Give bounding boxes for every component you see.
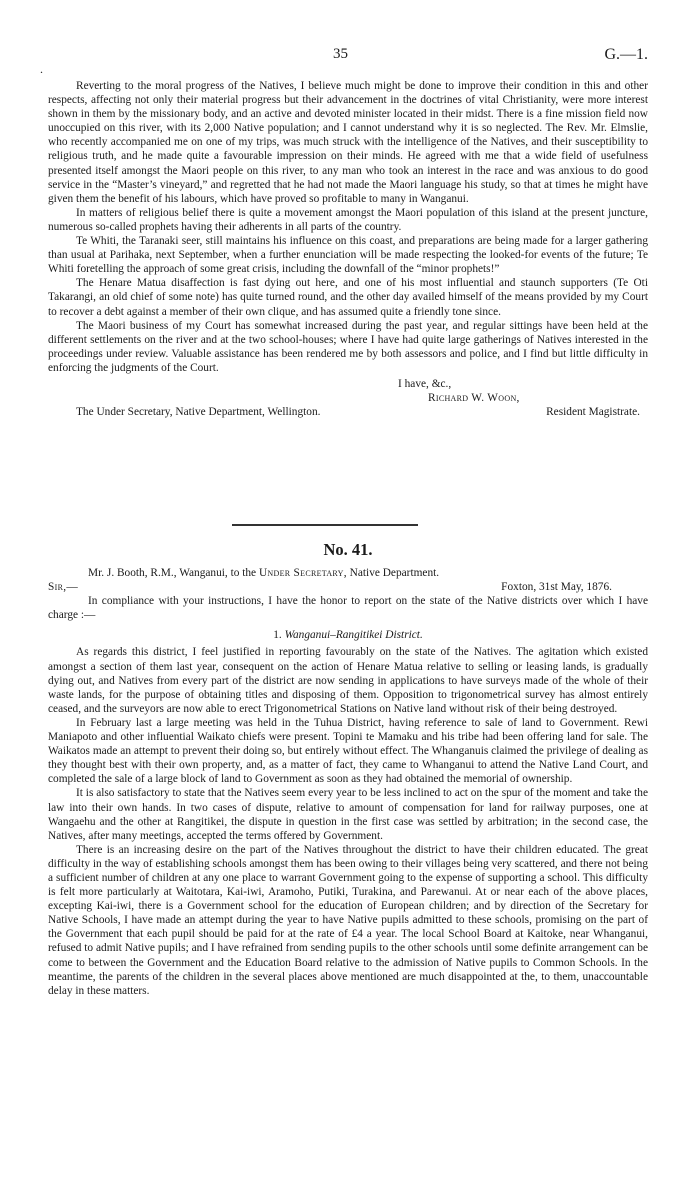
paragraph: In matters of religious belief there is quite a movement amongst the Maori population of this island at the present juncture, numerous so-called prophets having their adherents in all parts of the country. — [48, 206, 648, 233]
letter-booth — [48, 540, 648, 998]
letter-number-title: No. 41. — [323, 540, 373, 559]
place-date: Foxton, 31st May, 1876. — [501, 581, 612, 594]
paragraph: Te Whiti, the Taranaki seer, still maintains his influence on this coast, and preparations are being made for a larger gathering than usual at Parihaka, next September, when a further enunciation will be made respecting the looked-for events of the future; Te Whiti foretelling the approach of some great crisis, including the downfall of the “minor prophets!” — [48, 235, 648, 276]
salutation: Sir,— — [48, 581, 78, 594]
signature-title: Resident Magistrate. — [546, 406, 640, 419]
paragraph: The Henare Matua disaffection is fast dying out here, and one of his most influential and staunch supporters (Te Oti Takarangi, an old chief of some note) has quite turned round, and the other day availed himself of the means provided by my Court to recover a debt against a member of their own clique, and has assumed quite a friendly tone since. — [48, 277, 648, 318]
signature-row — [48, 405, 648, 419]
paragraph: It is also satisfactory to state that the Natives seem every year to be less inclined to act on the spur of the moment and take the law into their own hands. In two cases of dispute, relative to amount of compensation for land for railway purposes, one at Wangaehu and the other at Rangitikei, the dispute in question in the first case was settled by arbitration; in the second case, the Natives, after many meetings, accepted the terms offered by Government. — [48, 787, 648, 842]
page-mark: . — [40, 62, 43, 76]
paragraph: In February last a large meeting was held in the Tuhua District, having reference to sale of land to Government. Rewi Maniapoto and other influential Waikato chiefs were present. Topini te Mamaku and his tribe had been offering land for sale. The Waikatos made an attempt to prevent their doing so, but entirely without effect. The Whanganuis claimed the privilege of dealing as they thought best with their own property, and, as a matter of fact, they came to Whanganui to attend the Native Land Court, and completed the sale of a large block of land to Government as soon as they had obtained the memorial of ownership. — [48, 716, 648, 786]
document-reference: G.—1. — [604, 46, 648, 63]
intro-paragraph: In compliance with your instructions, I have the honor to report on the state of the Native districts over which I have charge :— — [48, 595, 648, 622]
section-number: 1. — [273, 629, 282, 642]
paragraph: Reverting to the moral progress of the Natives, I believe much might be done to improve their condition in this and other respects, affecting not only their material progress but their advancement in the doctrines of vital Christianity, were more interest shown in them by the missionary body, and an active and devoted minister located in their midst. There is a fine mission field now unoccupied on this river, with its 2,000 Native population; and I cannot understand why it is so neglected. The Rev. Mr. Elmslie, who recently accompanied me on one of my trips, was much struck with the intelligence of the Natives, and their susceptibility to religious truth, and he made quite a favourable impression on their minds. He agreed with me that a wide field of usefulness presented itself amongst the Maori people on this river, to any man who took an interest in the race and was anxious to do good service in the “Master’s vineyard,” and regretted that he had not made the Maori language his study, so that at times he might have given them the benefit of his labours, which have proved so profitable to many in Wanganui. — [48, 80, 648, 205]
to-recipient: Under Secretary, — [258, 567, 347, 579]
addressee: The Under Secretary, Native Department, Wellington. — [76, 406, 321, 419]
letter-woon — [48, 79, 648, 419]
section-heading — [48, 628, 648, 642]
paragraph: There is an increasing desire on the part of the Natives throughout the district to have their children educated. The great difficulty in the way of establishing schools amongst them has been owing to their villages being very scattered, and there not being a sufficient number of children at any one place to warrant Government going to the expense of supporting a school. This difficulty is felt more particularly at Waitotara, Kai-iwi, Aramoho, Putiki, Turakina, and Parewanui. At or near each of the above places, excepting Kai-iwi, there is a Government school for the education of European children; and by direction of the Secretary for Native Schools, I have made an attempt during the year to have Native pupils admitted to these schools, promising on the part of the Government that each pupil should be paid for at the rate of £4 a year. The local School Board at Kaitoke, near Whanganui, refused to admit Native pupils; and I have refrained from sending pupils to the other schools until some definite arrangement can be come to between the Government and the Education Board relative to the admission of Native pupils to Common Schools. In the meantime, the parents of the children in the several places above mentioned are much disappointed at the, to them, unaccountable delay in these matters. — [48, 843, 648, 997]
section-divider — [232, 524, 418, 526]
signature-name: Richard W. Woon, — [428, 392, 520, 405]
paragraph: As regards this district, I feel justified in reporting favourably on the state of the Natives. The agitation which existed amongst a section of them last year, consequent on the action of Henare Matua relative to selling or leasing lands, is gradually dying out, and Natives from every part of the district are now sending in applications to have surveys made of the whole of their waste lands, for the purpose of obtaining titles and disposing of them. Opposition to trigonometrical survey has almost entirely ceased, and the surveyors are now able to erect Trigonometrical Stations on Native land without risk of their being destroyed. — [48, 646, 648, 715]
to-department: Native Department. — [349, 567, 440, 579]
salutation-row — [48, 580, 648, 594]
from-sender: Mr. J. Booth, R.M., Wanganui, to the — [88, 567, 257, 579]
page-number: 35 — [333, 46, 348, 62]
from-line — [48, 566, 648, 580]
closing-line: I have, &c., — [398, 377, 452, 390]
section-title: Wanganui–Rangitikei District. — [284, 629, 423, 642]
paragraph: The Maori business of my Court has somewhat increased during the past year, and regular sittings have been held at the different settlements on the river and at the two school-houses; where I have had quite large gatherings of Natives interested in the proceedings under review. Valuable assistance has been rendered me by both assessors and police, and I find but little difficulty in enforcing the judgments of the Court. — [48, 319, 648, 374]
